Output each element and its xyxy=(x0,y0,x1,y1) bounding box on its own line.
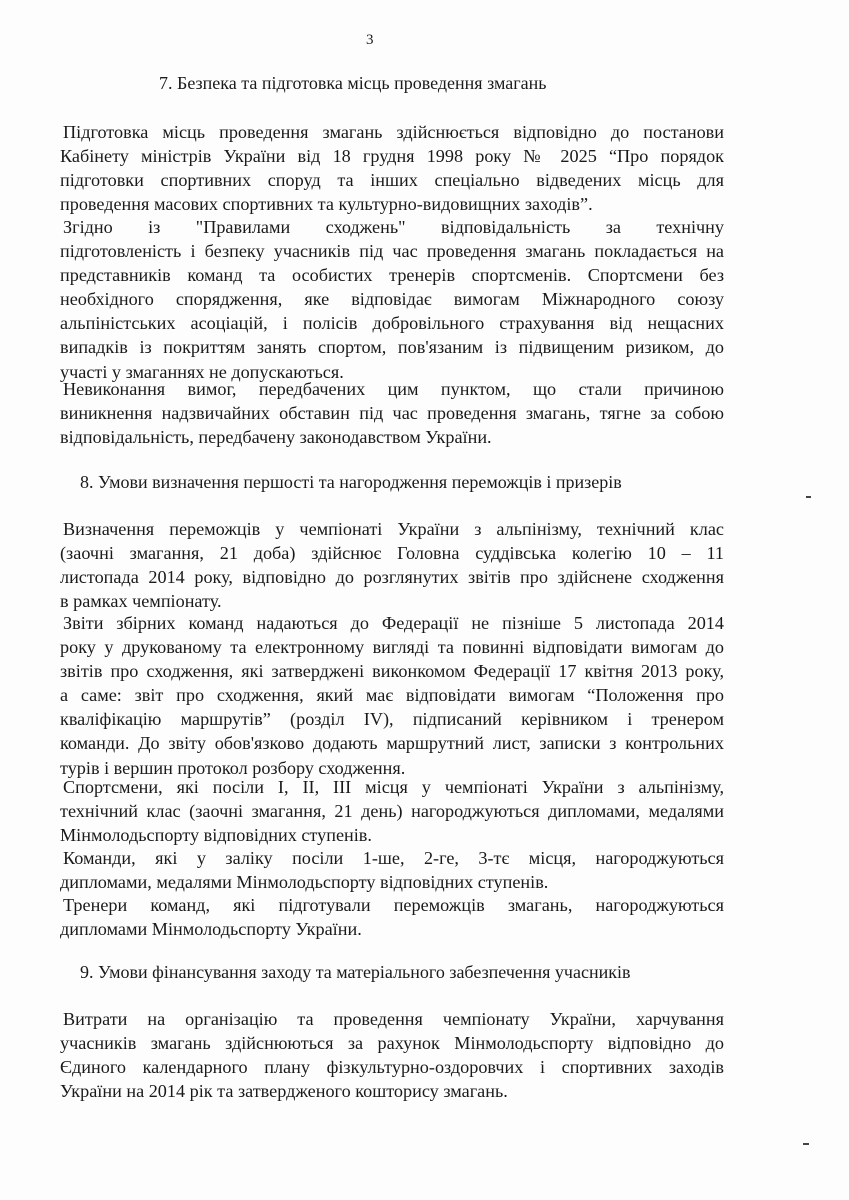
text-line: випадків із покриттям занять спортом, пов'язаним із підвищеним ризиком, до xyxy=(60,337,724,358)
text-line: виникнення надзвичайних обставин під час проведення змагань, тягне за собою xyxy=(60,403,724,424)
text-line: Невиконання вимог, передбачених цим пунктом, що стали причиною xyxy=(63,379,724,399)
section-7-title: 7. Безпека та підготовка місць проведення змагань xyxy=(159,73,547,93)
text-line: а саме: звіт про сходження, який має відповідати вимогам “Положення про xyxy=(60,685,724,706)
text-line: технічний клас (заочні змагання, 21 день) нагороджуються дипломами, медалями xyxy=(60,801,724,822)
text-line: дипломами, медалями Мінмолодьспорту відповідних ступенів. xyxy=(60,872,549,893)
text-line: Єдиного календарного плану фізкультурно-оздоровчих і спортивних заходів xyxy=(60,1057,724,1078)
text-line: команди. До звіту обов'язково додають маршрутний лист, записки з контрольних xyxy=(60,733,724,754)
text-line: Визначення переможців у чемпіонаті України з альпінізму, технічний клас xyxy=(63,519,724,539)
section-7-paragraph-3 xyxy=(60,377,724,449)
section-7-paragraph-1 xyxy=(60,120,724,216)
section-8-paragraph-5 xyxy=(60,893,724,941)
text-line: дипломами Мінмолодьспорту України. xyxy=(60,919,362,940)
text-line: звітів про сходження, які затверджені виконкомом Федерації 17 квітня 2013 року, xyxy=(60,661,724,682)
section-9-title: 9. Умови фінансування заходу та матеріального забезпечення учасників xyxy=(80,962,631,982)
text-line: Підготовка місць проведення змагань здійснюється відповідно до постанови xyxy=(63,122,724,142)
text-line: Згідно із "Правилами сходжень" відповідальність за технічну xyxy=(63,217,724,237)
text-line: року у друкованому та електронному вигляді та повинні відповідати вимогам до xyxy=(60,637,724,658)
text-line: листопада 2014 року, відповідно до розглянутих звітів про здійснене сходження xyxy=(60,567,724,588)
text-line: учасників змагань здійснюються за рахунок Мінмолодьспорту відповідно до xyxy=(60,1033,724,1054)
text-line: відповідальність, передбачену законодавством України. xyxy=(60,427,492,448)
text-line: участі у змаганнях не допускаються. xyxy=(60,361,344,382)
text-line: Спортсмени, які посіли I, II, III місця у чемпіонаті України з альпінізму, xyxy=(63,777,724,797)
text-line: в рамках чемпіонату. xyxy=(60,591,222,612)
text-line: Кабінету міністрів України від 18 грудня 1998 року № 2025 “Про порядок xyxy=(60,146,724,167)
text-line: проведення масових спортивних та культурно-видовищних заходів”. xyxy=(60,194,593,215)
scan-mark xyxy=(803,1143,809,1145)
page-number: 3 xyxy=(366,32,374,48)
text-line: Команди, які у заліку посіли 1-ше, 2-ге, 3-тє місця, нагороджуються xyxy=(63,848,724,868)
text-line: представників команд та особистих тренерів спортсменів. Спортсмени без xyxy=(60,265,724,286)
section-8-paragraph-1 xyxy=(60,517,724,613)
text-line: Звіти збірних команд надаються до Федерації не пізніше 5 листопада 2014 xyxy=(63,613,724,633)
text-line: підготовки спортивних споруд та інших спеціально відведених місць для xyxy=(60,170,724,191)
text-line: (заочні змагання, 21 доба) здійснює Головна суддівська колегію 10 – 11 xyxy=(60,543,724,564)
text-line: Витрати на організацію та проведення чемпіонату України, харчування xyxy=(63,1009,724,1029)
text-line: підготовленість і безпеку учасників під час проведення змагань покладається на xyxy=(60,241,724,262)
section-8-title: 8. Умови визначення першості та нагородження переможців і призерів xyxy=(80,472,622,492)
text-line: турів і вершин протокол розбору сходження. xyxy=(60,757,406,778)
section-8-paragraph-4 xyxy=(60,846,724,894)
text-line: необхідного спорядження, яке відповідає вимогам Міжнародного союзу xyxy=(60,289,724,310)
section-8-paragraph-3 xyxy=(60,775,724,847)
section-7-paragraph-2 xyxy=(60,215,724,384)
text-line: Мінмолодьспорту відповідних ступенів. xyxy=(60,825,372,846)
text-line: Тренери команд, які підготували переможців змагань, нагороджуються xyxy=(63,895,724,915)
text-line: України на 2014 рік та затвердженого кошторису змагань. xyxy=(60,1081,508,1102)
text-line: кваліфікацію маршрутів” (розділ IV), підписаний керівником і тренером xyxy=(60,709,724,730)
text-line: альпіністських асоціацій, і полісів добровільного страхування від нещасних xyxy=(60,313,724,334)
scan-mark xyxy=(806,496,811,498)
section-9-paragraph-1 xyxy=(60,1007,724,1103)
section-8-paragraph-2 xyxy=(60,611,724,780)
